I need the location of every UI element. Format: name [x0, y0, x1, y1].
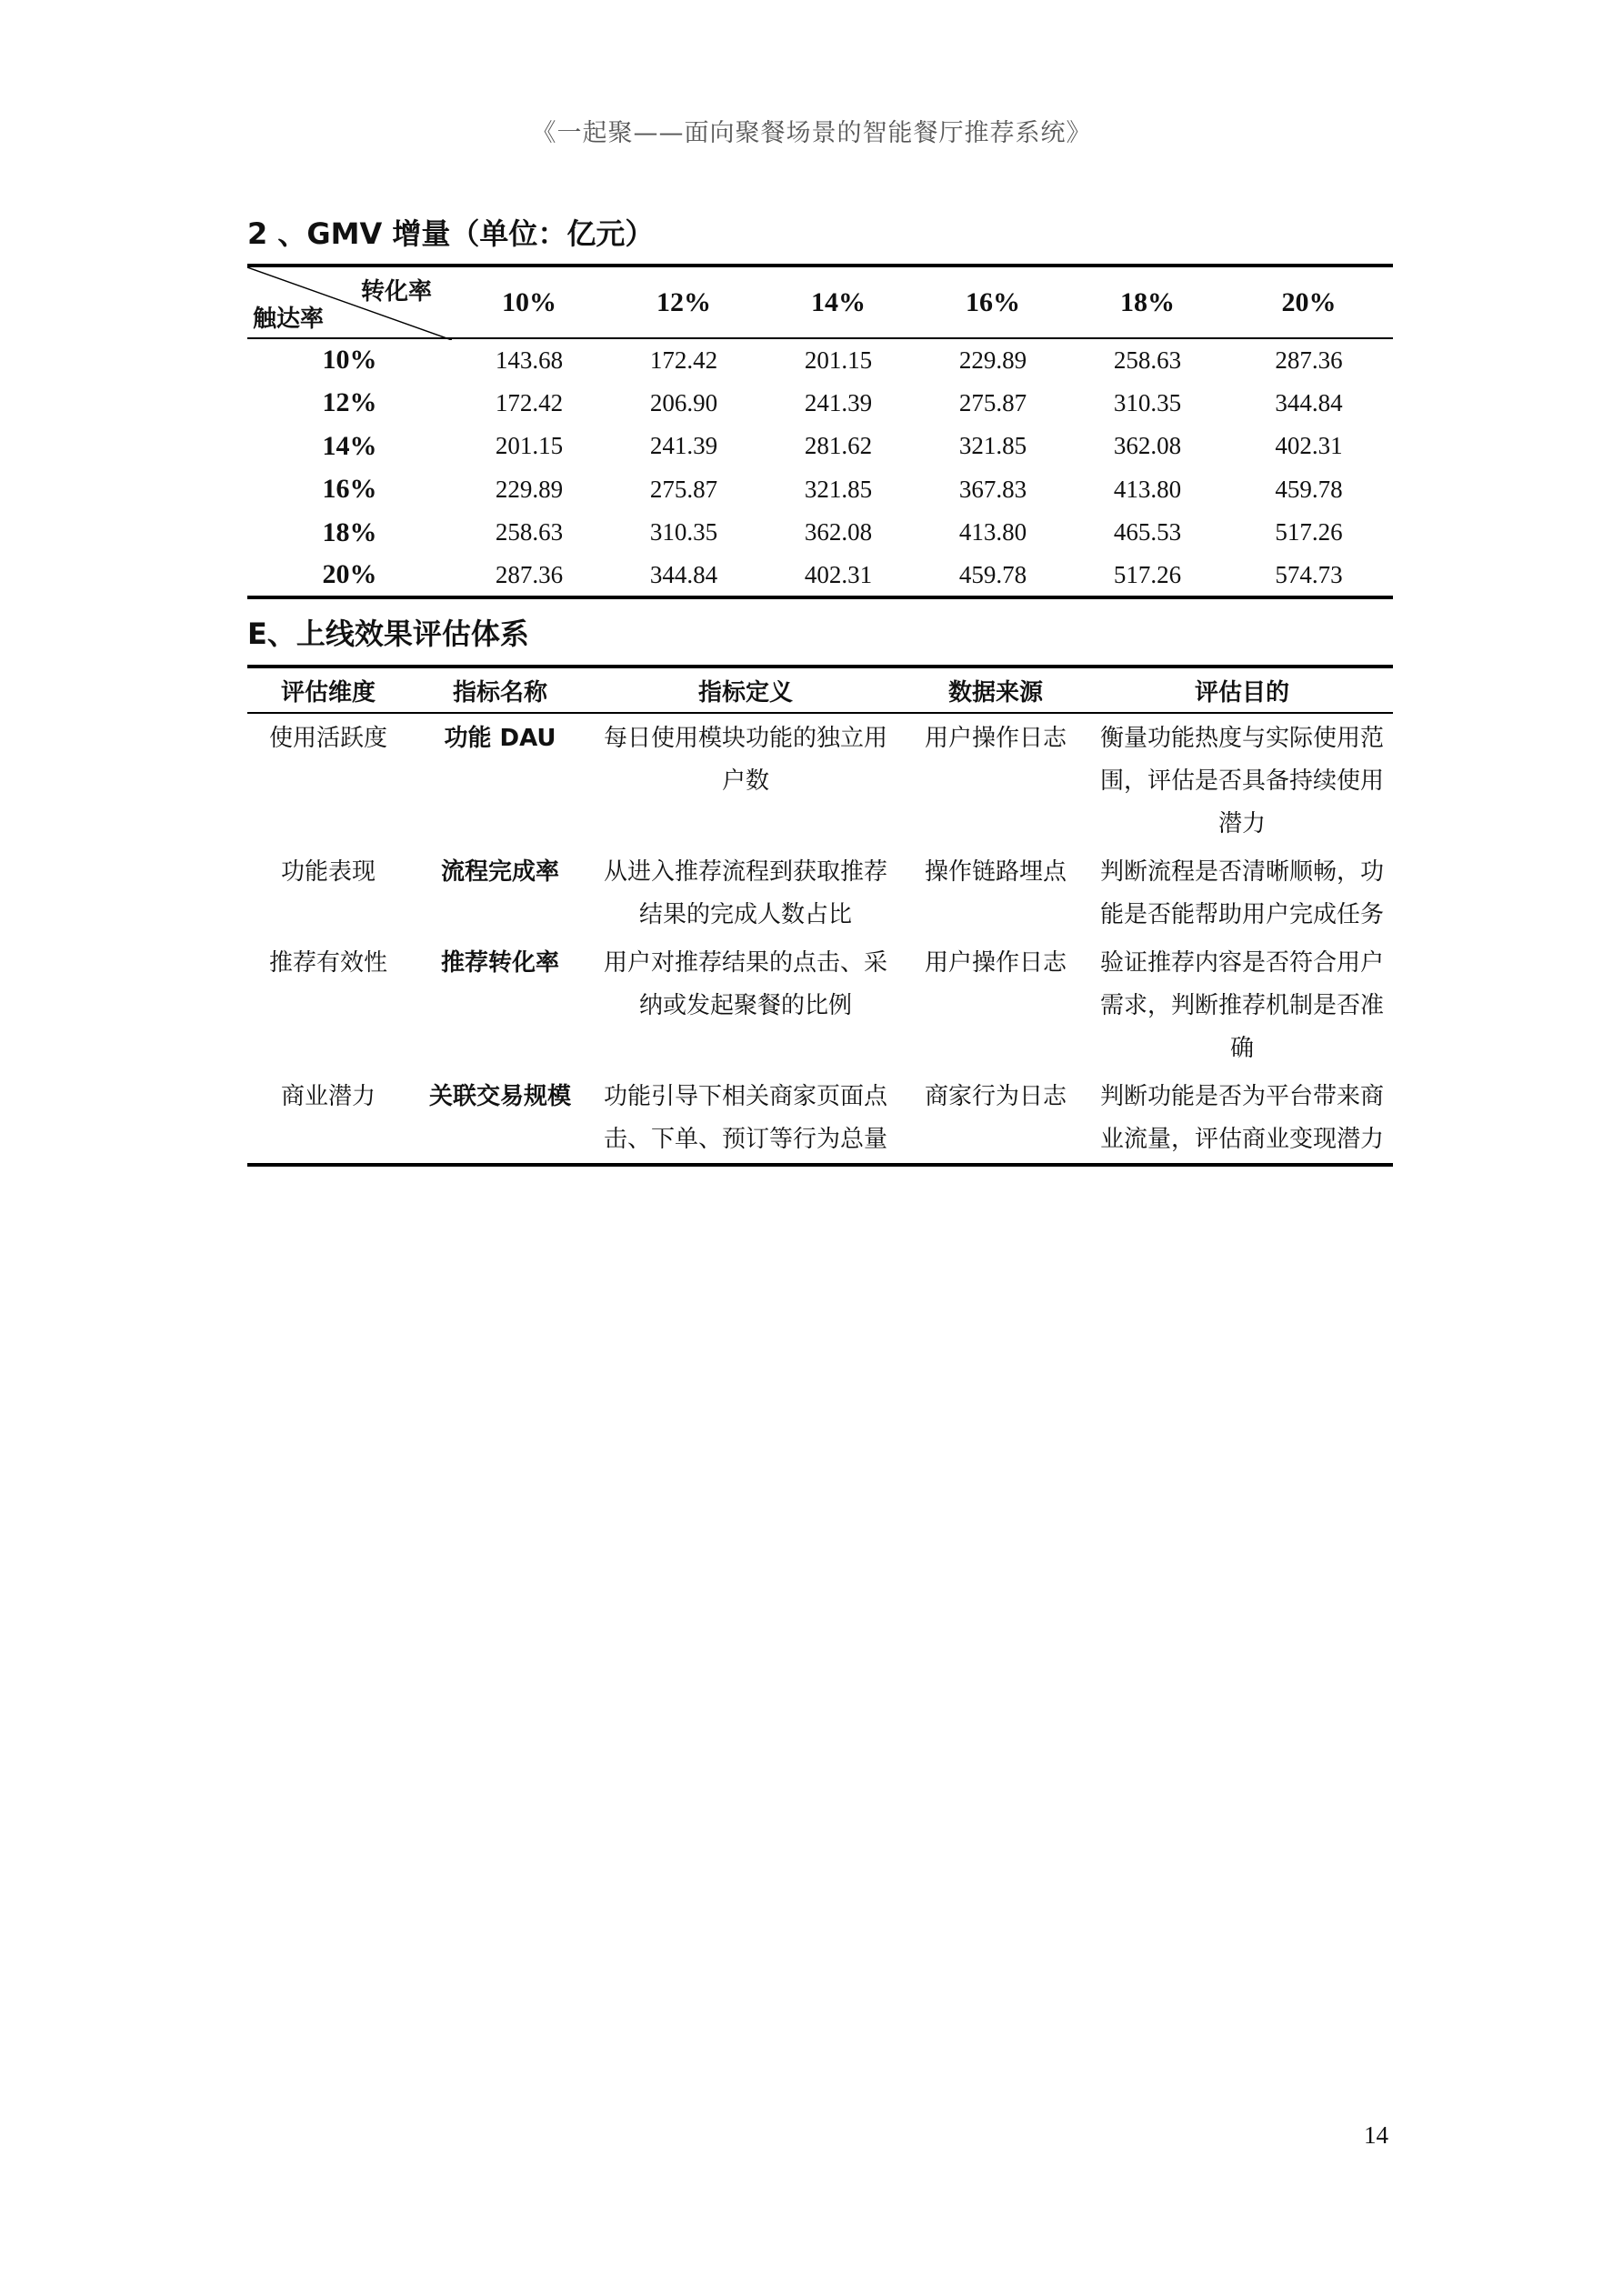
- gmv-col-header: 20%: [1281, 286, 1337, 317]
- eval-cell-dimension: 使用活跃度: [268, 725, 387, 752]
- gmv-row: [247, 511, 1393, 555]
- gmv-value-cell: 459.78: [1275, 475, 1343, 503]
- gmv-value-cell: 367.83: [958, 475, 1027, 503]
- eval-cell-metric: 流程完成率: [440, 858, 559, 886]
- gmv-value-cell: 344.84: [649, 560, 718, 588]
- eval-cell-source: 用户操作日志: [924, 949, 1067, 977]
- eval-col-header: 指标定义: [697, 678, 793, 707]
- eval-cell-definition: 用户对推荐结果的点击、采纳或发起聚餐的比例: [603, 949, 887, 1019]
- gmv-row-label: 10%: [322, 345, 377, 376]
- gmv-value-cell: 413.80: [958, 518, 1027, 546]
- gmv-value-cell: 517.26: [1275, 518, 1343, 546]
- gmv-value-cell: 241.39: [649, 432, 718, 460]
- gmv-value-cell: 241.39: [804, 388, 873, 416]
- eval-cell-source: 操作链路埋点: [924, 858, 1067, 886]
- gmv-value-cell: 201.15: [495, 432, 564, 460]
- gmv-col-header: 10%: [502, 286, 556, 317]
- gmv-value-cell: 362.08: [804, 518, 873, 546]
- eval-cell-metric: 推荐转化率: [440, 949, 559, 977]
- eval-cell-source: 用户操作日志: [924, 725, 1067, 752]
- gmv-value-cell: 310.35: [1113, 388, 1182, 416]
- gmv-value-cell: 459.78: [958, 560, 1027, 588]
- gmv-row: [247, 382, 1393, 426]
- gmv-value-cell: 287.36: [1275, 346, 1343, 374]
- gmv-value-cell: 344.84: [1275, 388, 1343, 416]
- running-header: 《一起聚——面向聚餐场景的智能餐厅推荐系统》: [531, 119, 1092, 147]
- eval-col-header: 评估维度: [280, 678, 376, 707]
- eval-cell-dimension: 功能表现: [280, 858, 376, 886]
- gmv-value-cell: 281.62: [804, 432, 873, 460]
- eval-cell-purpose: 验证推荐内容是否符合用户需求，判断推荐机制是否准确: [1099, 949, 1384, 1062]
- gmv-col-header: 16%: [966, 286, 1020, 317]
- gmv-row: [247, 425, 1393, 468]
- gmv-value-cell: 310.35: [649, 518, 718, 546]
- eval-cell-definition: 功能引导下相关商家页面点击、下单、预订等行为总量: [603, 1083, 887, 1153]
- gmv-value-cell: 201.15: [804, 346, 873, 374]
- gmv-section-title: 2 、GMV 增量（单位：亿元）: [247, 216, 655, 251]
- eval-cell-purpose: 判断流程是否清晰顺畅，功能是否能帮助用户完成任务: [1099, 858, 1384, 928]
- gmv-header-row: [247, 266, 1393, 338]
- gmv-col-header: 18%: [1120, 286, 1175, 317]
- gmv-row-label: 14%: [322, 430, 377, 461]
- eval-cell-dimension: 推荐有效性: [268, 949, 387, 977]
- gmv-col-header: 14%: [811, 286, 866, 317]
- gmv-value-cell: 229.89: [495, 475, 564, 503]
- eval-col-header: 评估目的: [1194, 678, 1289, 707]
- eval-row: [247, 713, 1393, 847]
- corner-label-reach: 触达率: [253, 306, 325, 333]
- page-number: 14: [1364, 2121, 1388, 2149]
- eval-row: [247, 938, 1393, 1072]
- gmv-value-cell: 321.85: [958, 432, 1027, 460]
- gmv-value-cell: 172.42: [649, 346, 718, 374]
- gmv-value-cell: 258.63: [1113, 346, 1182, 374]
- gmv-row-label: 12%: [322, 387, 377, 418]
- gmv-value-cell: 517.26: [1113, 560, 1182, 588]
- gmv-corner-cell: [247, 266, 452, 338]
- eval-cell-purpose: 判断功能是否为平台带来商业流量，评估商业变现潜力: [1099, 1083, 1384, 1153]
- gmv-value-cell: 574.73: [1275, 560, 1343, 588]
- gmv-col-header: 12%: [656, 286, 711, 317]
- gmv-value-cell: 143.68: [495, 346, 564, 374]
- gmv-row: [247, 468, 1393, 512]
- gmv-row-label: 18%: [322, 516, 377, 547]
- gmv-table: [247, 264, 1393, 599]
- eval-col-header: 数据来源: [947, 678, 1043, 707]
- gmv-value-cell: 402.31: [804, 560, 873, 588]
- gmv-value-cell: 275.87: [958, 388, 1027, 416]
- eval-cell-metric: 关联交易规模: [428, 1083, 571, 1110]
- eval-table: [247, 665, 1393, 1167]
- gmv-value-cell: 258.63: [495, 518, 564, 546]
- gmv-row-label: 20%: [322, 559, 377, 590]
- gmv-value-cell: 172.42: [495, 388, 564, 416]
- corner-label-conversion: 转化率: [360, 278, 432, 306]
- eval-cell-definition: 每日使用模块功能的独立用户数: [603, 725, 887, 795]
- eval-cell-definition: 从进入推荐流程到获取推荐结果的完成人数占比: [603, 858, 887, 928]
- eval-cell-purpose: 衡量功能热度与实际使用范围，评估是否具备持续使用潜力: [1099, 725, 1384, 837]
- eval-section-title: E、上线效果评估体系: [247, 617, 529, 651]
- gmv-row-label: 16%: [322, 474, 377, 505]
- gmv-value-cell: 206.90: [649, 388, 718, 416]
- gmv-row: [247, 338, 1393, 382]
- eval-cell-source: 商家行为日志: [924, 1083, 1067, 1110]
- eval-row: [247, 847, 1393, 938]
- gmv-value-cell: 465.53: [1113, 518, 1182, 546]
- gmv-value-cell: 275.87: [649, 475, 718, 503]
- eval-row: [247, 1072, 1393, 1165]
- gmv-value-cell: 362.08: [1113, 432, 1182, 460]
- eval-cell-metric: 功能 DAU: [444, 725, 556, 752]
- gmv-value-cell: 287.36: [495, 560, 564, 588]
- eval-col-header: 指标名称: [452, 678, 547, 707]
- eval-cell-dimension: 商业潜力: [280, 1083, 376, 1110]
- gmv-value-cell: 402.31: [1275, 432, 1343, 460]
- eval-header-row: [247, 667, 1393, 713]
- gmv-row: [247, 555, 1393, 598]
- gmv-value-cell: 321.85: [804, 475, 873, 503]
- gmv-value-cell: 413.80: [1113, 475, 1182, 503]
- gmv-value-cell: 229.89: [958, 346, 1027, 374]
